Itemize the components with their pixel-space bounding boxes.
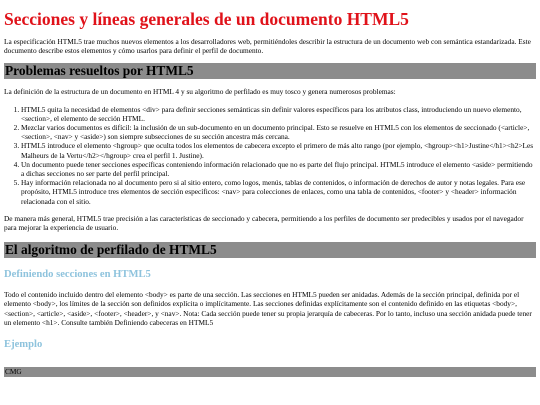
page-title: Secciones y líneas generales de un documento HTML5: [4, 9, 409, 29]
document: [4, 0, 536, 351]
footer-text: CMG: [5, 367, 22, 376]
problems-conclusion: De manera más general, HTML5 trae precisión a las características de seccionado y cabecera, permitiendo a los perfiles de documento ser predecibles y usados por el navegador para mejorar la experiencia de usuario.: [4, 213, 524, 233]
section-heading-problems: Problemas resueltos por HTML5: [4, 63, 536, 79]
subheading-defining-sections: Definiendo secciones en HTML5: [4, 269, 151, 281]
subheading-example: Ejemplo: [4, 339, 43, 351]
problems-list: [4, 105, 536, 206]
footer-bar: [4, 367, 536, 377]
sections-paragraph: Todo el contenido incluido dentro del elemento <body> es parte de una sección. Las secciones en HTML5 pueden ser anidadas. Además de la sección principal, definida por el elemento <body>, los límites de la sección son definidos explícita o implícitamente. Las secciones definidas explícitamente son el contenido definido en las etiquetas <body>, <section>, <article>, <aside>, <footer>, <header>, y <nav>. Nota: Cada sección puede tener su propia jerarquía de cabeceras. Por lo tanto, incluso una sección anidada puede tener un elemento <h1>. Consulte también Definiendo cabeceras en HTML5: [4, 290, 532, 327]
intro-paragraph: La especificación HTML5 trae muchos nuevos elementos a los desarrolladores web, permitiéndoles describir la estructura de un documento web con semántica estandarizada. Este documento describe estos elementos y cómo usarlos para definir el perfil de documento.: [4, 37, 531, 56]
problems-definition: La definición de la estructura de un documento en HTML 4 y su algoritmo de perfilado es muy tosco y genera numerosos problemas:: [4, 87, 396, 97]
list-item: 1. HTML5 quita la necesidad de elementos <div> para definir secciones semánticas sin definir valores específicos para los atributos class, introduciendo un nuevo elemento, <section>, el elemento de sección HTML.: [21, 105, 536, 123]
list-item: 4. Un documento puede tener secciones específicas conteniendo información relacionado que no es parte del flujo principal. HTML5 introduce el elemento <aside> permitiendo a dichas secciones no ser parte del perfil principal.: [21, 160, 536, 178]
list-item: 3. HTML5 introduce el elemento <hgroup> que oculta todos los elementos de cabecera excepto el primero de más alto rango (por ejemplo, <hgroup><h1>Justine</h1><h2>Les Malheurs de la Vertu</h2></hgroup> crea el perfil 1. Justine).: [21, 141, 536, 159]
list-item: 2. Mezclar varios documentos es difícil: la inclusión de un sub-documento en un documento principal. Esto se resuelve en HTML5 con los elementos de seccionado (<article>, <section>, <nav> y <aside>) son siempre subsecciones de su sección ancestra más cercana.: [21, 123, 536, 141]
list-item: 5. Hay información relacionada no al documento pero si al sitio entero, como logos, menús, tablas de contenidos, o información de derechos de autor y notas legales. Para ese propósito, HTML5 introduce tres elementos de sección específicos: <nav> para colecciones de enlaces, como una tabla de contenidos, <footer> y <header> información relacionada con el sitio.: [21, 178, 536, 206]
section-heading-algorithm: El algoritmo de perfilado de HTML5: [4, 242, 536, 258]
